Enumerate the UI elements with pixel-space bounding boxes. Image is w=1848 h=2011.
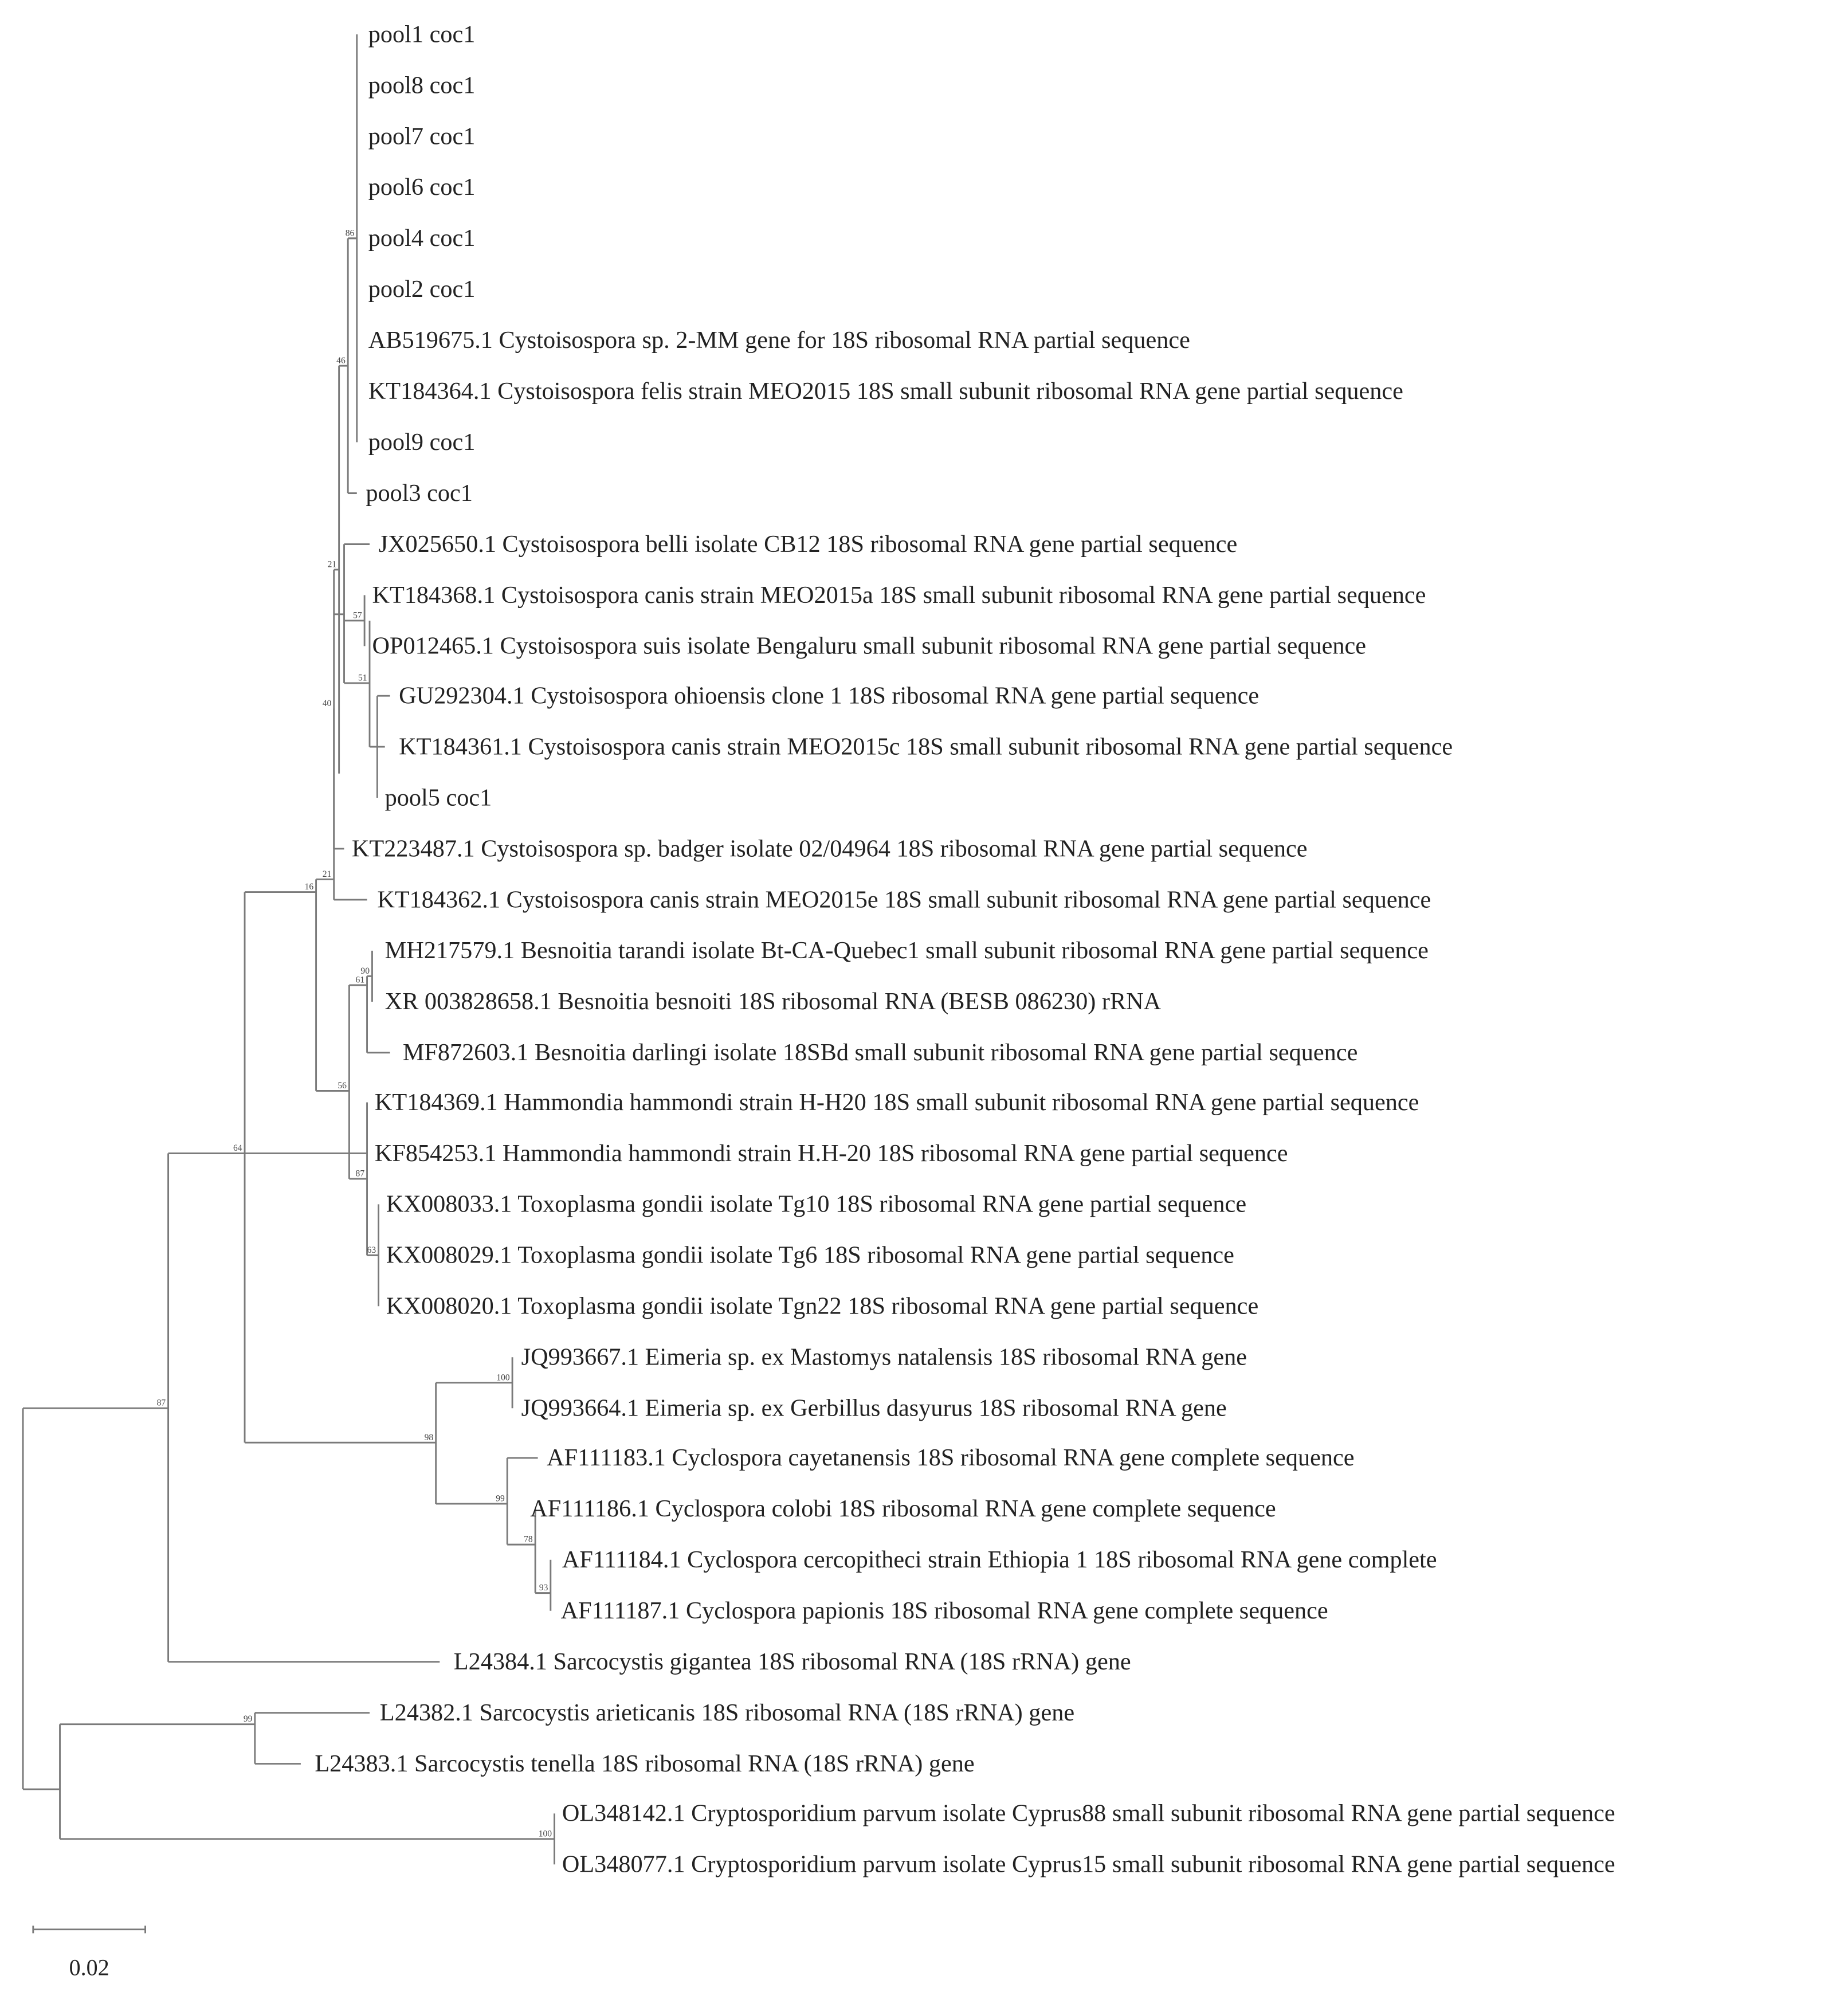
leaf-label: KF854253.1 Hammondia hammondi strain H.H-20 18S ribosomal RNA gene partial sequence — [374, 1139, 1288, 1167]
leaf-label: KT184369.1 Hammondia hammondi strain H-H20 18S small subunit ribosomal RNA gene partial sequence — [374, 1088, 1419, 1116]
leaf-label: KX008029.1 Toxoplasma gondii isolate Tg6 18S ribosomal RNA gene partial sequence — [386, 1241, 1234, 1269]
leaf-label: pool3 coc1 — [366, 479, 473, 507]
scale-bar — [33, 1926, 146, 1981]
leaf-label: JX025650.1 Cystoisospora belli isolate CB12 18S ribosomal RNA gene partial sequence — [378, 530, 1238, 558]
bootstrap-value: 98 — [424, 1432, 434, 1442]
bootstrap-value: 40 — [322, 698, 332, 708]
bootstrap-value: 78 — [524, 1534, 533, 1544]
bootstrap-value: 46 — [336, 355, 346, 366]
leaf-label: L24382.1 Sarcocystis arieticanis 18S ribosomal RNA (18S rRNA) gene — [379, 1699, 1075, 1726]
leaf-label: pool8 coc1 — [368, 72, 476, 99]
bootstrap-values — [157, 228, 552, 1838]
leaf-label: AF111186.1 Cyclospora colobi 18S ribosomal RNA gene complete sequence — [530, 1495, 1276, 1523]
leaf-label: KX008020.1 Toxoplasma gondii isolate Tgn22 18S ribosomal RNA gene partial sequence — [386, 1292, 1259, 1320]
leaf-label: pool6 coc1 — [368, 174, 476, 201]
bootstrap-value: 16 — [304, 882, 314, 892]
leaf-label: MF872603.1 Besnoitia darlingi isolate 18SBd small subunit ribosomal RNA gene partial sequence — [402, 1039, 1358, 1067]
bootstrap-value: 56 — [338, 1081, 347, 1091]
bootstrap-value: 87 — [355, 1169, 365, 1179]
bootstrap-value: 57 — [353, 610, 362, 621]
leaf-label: pool1 coc1 — [368, 21, 476, 48]
bootstrap-value: 63 — [367, 1245, 376, 1255]
leaf-label: OL348142.1 Cryptosporidium parvum isolate Cyprus88 small subunit ribosomal RNA gene partial sequence — [562, 1800, 1615, 1827]
leaf-label: KT184361.1 Cystoisospora canis strain MEO2015c 18S small subunit ribosomal RNA gene partial sequence — [399, 733, 1453, 761]
bootstrap-value: 100 — [538, 1829, 552, 1839]
bootstrap-value: 93 — [539, 1583, 548, 1593]
leaf-label: KX008033.1 Toxoplasma gondii isolate Tg10 18S ribosomal RNA gene partial sequence — [386, 1190, 1247, 1218]
leaf-label: XR 003828658.1 Besnoitia besnoiti 18S ribosomal RNA (BESB 086230) rRNA — [384, 988, 1162, 1016]
leaf-label: OP012465.1 Cystoisospora suis isolate Bengaluru small subunit ribosomal RNA gene partial sequence — [372, 632, 1367, 660]
leaf-label: L24383.1 Sarcocystis tenella 18S ribosomal RNA (18S rRNA) gene — [315, 1750, 975, 1777]
bootstrap-value: 90 — [360, 966, 370, 976]
leaf-label: AF111187.1 Cyclospora papionis 18S ribosomal RNA gene complete sequence — [560, 1597, 1328, 1625]
leaf-label: pool2 coc1 — [368, 276, 476, 303]
leaf-label: AF111184.1 Cyclospora cercopitheci strain Ethiopia 1 18S ribosomal RNA gene complete — [562, 1546, 1437, 1574]
leaf-label: JQ993664.1 Eimeria sp. ex Gerbillus dasyurus 18S ribosomal RNA gene — [521, 1394, 1227, 1422]
bootstrap-value: 21 — [322, 869, 332, 879]
leaf-label: KT184362.1 Cystoisospora canis strain MEO2015e 18S small subunit ribosomal RNA gene partial sequence — [377, 886, 1431, 914]
leaf-label: pool4 coc1 — [368, 225, 476, 252]
bootstrap-value: 99 — [496, 1493, 505, 1504]
leaf-label: pool7 coc1 — [368, 123, 476, 150]
scale-bar-label: 0.02 — [69, 1954, 109, 1981]
bootstrap-value: 100 — [496, 1373, 510, 1383]
leaf-label: AF111183.1 Cyclospora cayetanensis 18S ribosomal RNA gene complete sequence — [547, 1444, 1355, 1472]
leaf-label: GU292304.1 Cystoisospora ohioensis clone 1 18S ribosomal RNA gene partial sequence — [399, 682, 1260, 709]
bootstrap-value: 51 — [358, 673, 367, 683]
leaf-label: KT184368.1 Cystoisospora canis strain MEO2015a 18S small subunit ribosomal RNA gene partial sequence — [372, 581, 1426, 609]
leaf-label: pool9 coc1 — [368, 428, 476, 456]
leaf-label: AB519675.1 Cystoisospora sp. 2-MM gene for 18S ribosomal RNA partial sequence — [368, 327, 1190, 354]
leaf-labels — [315, 21, 1615, 1877]
leaf-label: MH217579.1 Besnoitia tarandi isolate Bt-CA-Quebec1 small subunit ribosomal RNA gene partial sequence — [384, 937, 1429, 965]
leaf-label: KT223487.1 Cystoisospora sp. badger isolate 02/04964 18S ribosomal RNA gene partial sequence — [351, 835, 1308, 863]
bootstrap-value: 61 — [355, 975, 365, 985]
leaf-label: L24384.1 Sarcocystis gigantea 18S ribosomal RNA (18S rRNA) gene — [453, 1648, 1131, 1676]
bootstrap-value: 21 — [327, 559, 337, 570]
bootstrap-value: 87 — [156, 1398, 166, 1408]
bootstrap-value: 64 — [233, 1143, 242, 1154]
leaf-label: pool5 coc1 — [384, 784, 492, 812]
leaf-label: JQ993667.1 Eimeria sp. ex Mastomys natalensis 18S ribosomal RNA gene — [521, 1343, 1247, 1371]
leaf-label: OL348077.1 Cryptosporidium parvum isolate Cyprus15 small subunit ribosomal RNA gene partial sequence — [562, 1851, 1615, 1878]
bootstrap-value: 86 — [345, 228, 355, 238]
leaf-label: KT184364.1 Cystoisospora felis strain MEO2015 18S small subunit ribosomal RNA gene partial sequence — [368, 378, 1403, 405]
bootstrap-value: 99 — [243, 1714, 253, 1724]
